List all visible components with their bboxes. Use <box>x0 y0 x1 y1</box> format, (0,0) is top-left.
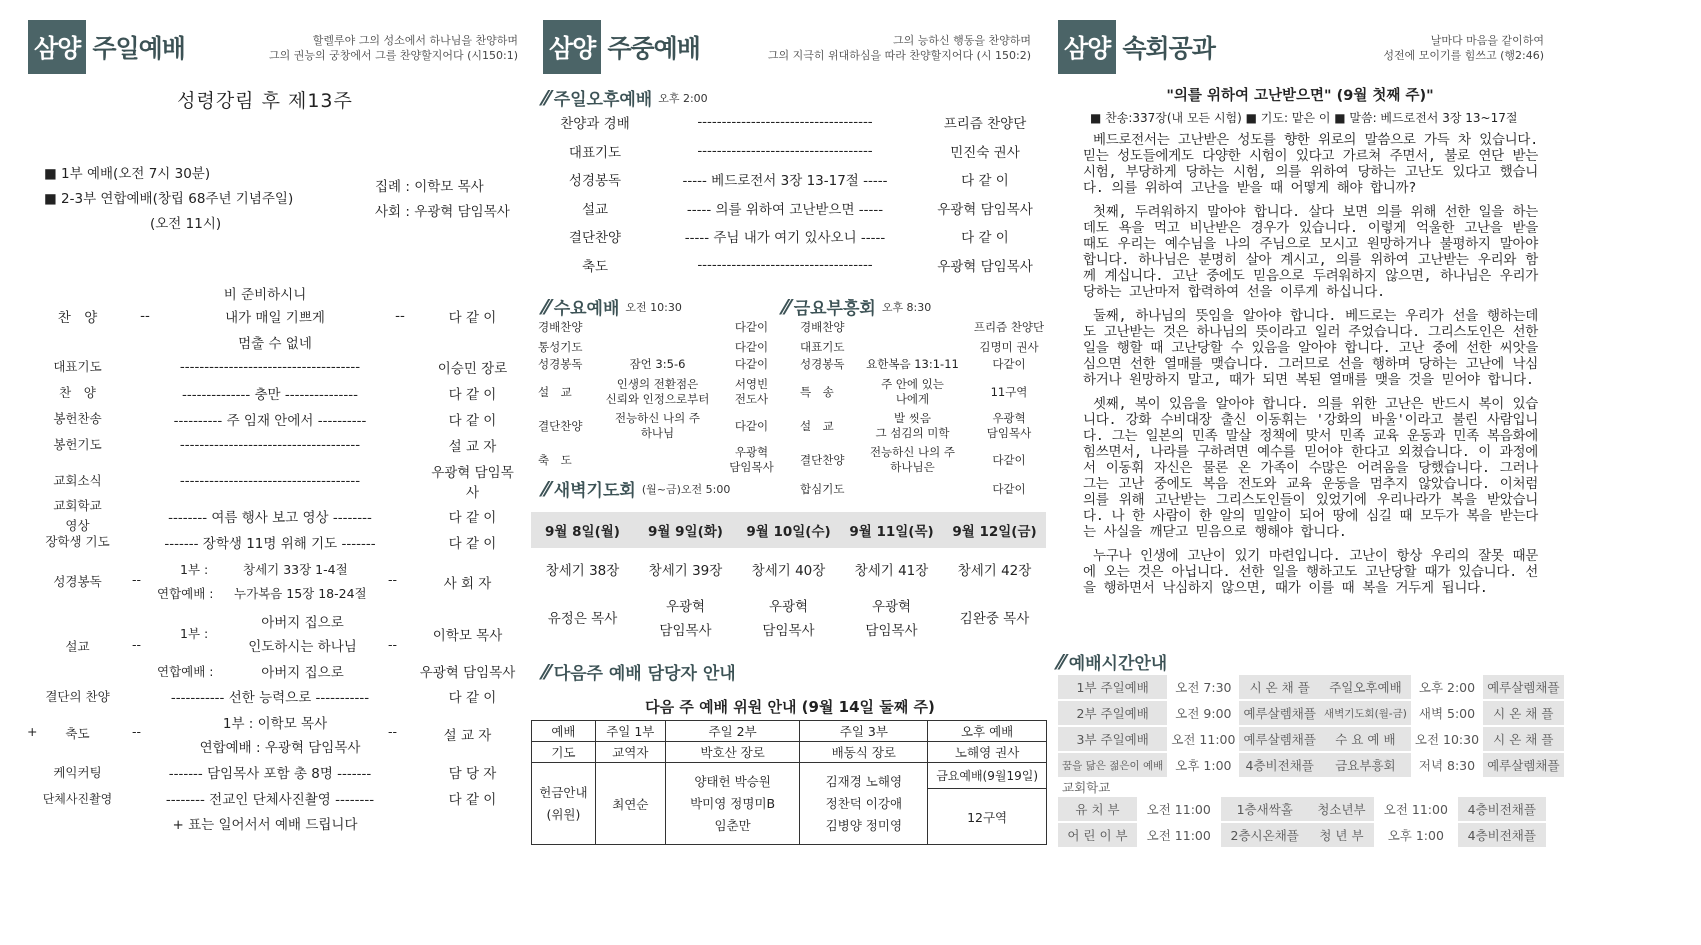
sunday-pm-row <box>545 226 1045 246</box>
service-2-time: (오전 11시) <box>150 216 222 232</box>
table-cell: 시 온 채 플 <box>1483 700 1563 726</box>
sunday-pm-title: ⁄⁄ 주일오후예배 오후 2:00 <box>543 85 708 110</box>
order-person: 다 같 이 <box>448 387 497 403</box>
order-row <box>40 461 520 501</box>
officiant: 집례 : 이학모 목사 <box>375 179 484 195</box>
row-person: 프리즘 찬양단 <box>943 116 1027 132</box>
table-cell: 새벽 5:00 <box>1411 700 1483 726</box>
slash-icon: ⁄⁄ <box>1058 649 1065 674</box>
scripture-2a: 연합예배 : <box>157 586 214 601</box>
lesson-paragraph: 베드로전서는 고난받은 성도를 향한 위로의 말씀으로 가득 차 있습니다. 믿는 성도들에게도 다양한 시험이 있다고 가르쳐 주면서, 불로 연단 받는 시험, 부당하게 당하는 시험, 의를 위하여 당하는 고난도 있다고 했습니다. 의를 위하여 고난을 받을 때 어떻게 해야 합니까? <box>1083 132 1538 196</box>
order-photo: 단체사진촬영 -------- 전교인 단체사진촬영 -------- 다 같 이 <box>42 791 497 808</box>
row-content: ----- 주님 내가 여기 있사오니 ----- <box>684 230 886 246</box>
order-row <box>40 409 520 429</box>
row-person: 다같이 <box>734 320 769 334</box>
lesson-meta: ■ 찬송:337장(내 모든 시험) ■ 기도: 맡은 이 ■ 말씀: 베드로전서 3장 13~17절 <box>1090 111 1518 125</box>
row-label: 결단찬양 <box>800 452 845 467</box>
header-verse: 날마다 마음을 같이하여 성전에 모이기를 힘쓰고 (행2:46) <box>1383 34 1544 62</box>
row-person: 다같이 <box>734 418 769 433</box>
table-cell: 시 온 채 플 <box>1483 726 1563 752</box>
dawn-leader: 김완중 목사 <box>959 611 1030 627</box>
fri-row <box>800 377 1048 407</box>
row-person: 서영빈 전도사 <box>734 377 769 406</box>
row-person: 11구역 <box>990 384 1028 399</box>
table-cell: 꿈을 닮은 젊은이 예배 <box>1058 752 1167 778</box>
fri-title: ⁄⁄ 금요부흥회 오후 8:30 <box>783 294 932 319</box>
brand-logo: 삼양 <box>1058 20 1116 74</box>
row-person: 다같이 <box>734 340 769 354</box>
lesson-paragraph: 둘째, 하나님의 뜻임을 알아야 합니다. 베드로는 우리가 선을 행하는데도 고난받는 것은 하나님의 뜻이라고 일러 주었습니다. 그리스도인은 선한 일을 행할 때 고난당할 수 있음을 알아야 합니다. 고난 중에 선한 씨앗을 심으면 선한 열매를 맺습니다. 그러므로 선을 행하며 당하는 고난에 낙심하거나 원망하지 말고, 때가 되면 복된 열매를 맺을 것을 믿어야 합니다. <box>1083 308 1538 388</box>
order-content: ------------------------------------- <box>179 359 361 375</box>
dawn-leader: 우광혁 담임목사 <box>865 599 918 639</box>
fri-row <box>800 357 1048 372</box>
row-label: 설교 <box>581 201 609 218</box>
order-row <box>40 383 520 403</box>
table-cell: 청소년부 <box>1309 797 1374 822</box>
table-cell: 오후 1:00 <box>1374 822 1458 848</box>
row-content: ------------------------------------ <box>697 256 873 273</box>
scripture-who: 사 회 자 <box>443 576 492 592</box>
brand-logo: 삼양 <box>543 20 601 74</box>
table-cell: 저녁 8:30 <box>1411 752 1483 778</box>
service-2: ■ 2-3부 연합예배(창립 68주년 기념주일) <box>44 191 294 207</box>
table-row <box>1058 675 1564 700</box>
order-label: 교회학교 영상 <box>53 498 102 533</box>
table-cell: 오전 11:00 <box>1167 726 1239 752</box>
wed-row <box>538 377 778 407</box>
table-cell: 주일오후예배 <box>1320 675 1411 700</box>
sunday-pm-row <box>545 141 1045 161</box>
table-row: 기도 교역자 박호산 장로 배동식 장로 노해영 권사 <box>532 742 1047 763</box>
fri-row <box>800 411 1048 441</box>
table-row <box>1058 797 1546 822</box>
row-label: 합심기도 <box>800 482 845 496</box>
fri-row <box>800 320 1048 335</box>
row-label: 경배찬양 <box>538 320 583 334</box>
table-row <box>1058 752 1564 778</box>
header-lesson <box>1058 22 1215 72</box>
table-row: 예배 주일 1부 주일 2부 주일 3부 오후 예배 <box>532 721 1047 742</box>
order-person: 다 같 이 <box>448 413 497 429</box>
dawn-day: 9월 8일(월) <box>545 524 620 540</box>
sermon-2b: 아버지 집으로 <box>261 665 344 681</box>
order-content: ---------- 주 임재 안에서 ---------- <box>173 413 367 429</box>
order-label: 찬 양 <box>57 310 98 326</box>
order-person: 이승민 장로 <box>437 361 508 377</box>
dawn-text: 창세기 42장 <box>957 563 1032 579</box>
table-cell: 오전 9:00 <box>1167 700 1239 726</box>
dawn-title: ⁄⁄ 새벽기도회 (월~금)오전 5:00 <box>543 476 731 501</box>
row-content: 전능하신 나의 주 하나님 <box>614 411 701 440</box>
table-cell: 오전 11:00 <box>1374 797 1458 822</box>
row-person: 우광혁 담임목사 <box>937 258 1033 275</box>
table-cell: 4층비전채플 <box>1458 797 1546 822</box>
table-cell: 수 요 예 배 <box>1320 726 1411 752</box>
lesson-paragraph: 셋째, 복이 있음을 알아야 합니다. 의를 위한 고난은 반드시 복이 있습니다. 강화 수비대장 출신 이동휘는 '강화의 바울'이라고 불린 사람입니다. 그는 일본의 민족 말살 정책에 맞서 민족 교육 운동과 민족 복음화에 힘쓰면서, 나라를 구하려면 예수를 믿어야 한다고 외쳤습니다. 이 과정에서 이동휘 자신은 물론 온 가족이 수많은 어려움을 당했습니다. 그러나 그는 고난 중에도 복음 전도와 교육 운동을 멈추지 않았습니다. 이처럼 의를 위해 고난받는 그리스도인들이 있었기에 우리나라가 복을 받았습니다. 나 한 사람이 한 알의 밀알이 되어 땅에 심길 때 모두가 복을 받는다는 사실을 깨닫고 믿음으로 행해야 합니다. <box>1083 396 1538 540</box>
header-verse: 할렐루야 그의 성소에서 하나님을 찬양하며 그의 권능의 궁창에서 그를 찬양할지어다 (시150:1) <box>268 34 518 62</box>
sermon-label: 설교 <box>65 639 90 654</box>
order-person: 다 같 이 <box>448 536 497 552</box>
scripture-1a: 1부 : <box>180 562 209 577</box>
dawn-day: 9월 12일(금) <box>952 524 1037 540</box>
header-title: 주중예배 <box>607 34 700 63</box>
row-label: 특 송 <box>800 384 834 399</box>
header-weekday <box>543 22 700 72</box>
service-1: ■ 1부 예배(오전 7시 30분) <box>44 166 211 182</box>
row-label: 설 교 <box>800 418 834 433</box>
order-content: ------------------------------------- <box>179 473 361 489</box>
schedule-table <box>1058 675 1564 779</box>
standing-note: + 표는 일어서서 예배 드립니다 <box>172 817 358 833</box>
row-person: 김명미 권사 <box>979 340 1039 354</box>
school-table <box>1058 797 1546 849</box>
next-week-title: ⁄⁄ 다음주 예배 담당자 안내 <box>543 659 736 684</box>
table-cell: 1층새싹홀 <box>1221 797 1309 822</box>
wed-row <box>538 340 778 355</box>
row-label: 설 교 <box>538 384 572 399</box>
row-person: 우광혁 담임목사 <box>937 201 1033 218</box>
dawn-day: 9월 11일(목) <box>849 524 934 540</box>
header-sunday <box>28 22 185 72</box>
dawn-leader: 유정은 목사 <box>547 611 618 627</box>
table-cell: 1부 주일예배 <box>1058 675 1167 700</box>
dawn-day: 9월 10일(수) <box>746 524 831 540</box>
brand-logo: 삼양 <box>28 20 86 74</box>
order-content: -------------- 충만 --------------- <box>182 387 358 403</box>
row-content: 잠언 3:5-6 <box>629 357 686 371</box>
table-cell: 예루살렘채플 <box>1239 700 1319 726</box>
header-title: 속회공과 <box>1122 34 1215 63</box>
dawn-day: 9월 9일(화) <box>648 524 723 540</box>
slash-icon: ⁄⁄ <box>543 659 550 684</box>
header-verse: 그의 능하신 행동을 찬양하며 그의 지극히 위대하심을 따라 찬양할지어다 (시 150:2) <box>767 34 1031 62</box>
row-label: 결단찬양 <box>538 418 583 433</box>
sermon-who-1: 이학모 목사 <box>432 628 503 644</box>
table-cell: 오전 11:00 <box>1137 797 1221 822</box>
row-content: 주 안에 있는 나에게 <box>881 377 944 406</box>
schedule-title: ⁄⁄ 예배시간안내 <box>1058 649 1168 674</box>
row-label: 축도 <box>581 258 609 275</box>
presider: 사회 : 우광혁 담임목사 <box>375 204 510 220</box>
lesson-title: "의를 위하여 고난받으면" (9월 첫째 주)" <box>1166 88 1434 104</box>
sermon-1a: 1부 : <box>180 626 209 641</box>
row-person: 민진숙 권사 <box>950 144 1020 161</box>
lesson-paragraph: 첫째, 두려워하지 말아야 합니다. 살다 보면 의를 위해 선한 일을 하는데도 욕을 먹고 비난받은 경우가 있습니다. 이렇게 억울한 고난을 받을 때도 우리는 예수님을 나의 주님으로 모시고 원망하거나 불평하지 말아야 합니다. 하나님은 분명히 살아 계시고, 의를 위하여 고난받는 우리와 함께 계십니다. 고난 중에도 믿음으로 두려워하지 않으면, 하나님은 우리가 당하는 고난마저 합력하여 선을 이루게 하십니다. <box>1083 204 1538 300</box>
row-label: 성경봉독 <box>568 173 622 189</box>
row-label: 통성기도 <box>538 340 583 354</box>
blessing-plus: + <box>27 724 38 739</box>
row-label: 성경봉독 <box>538 357 583 371</box>
table-cell: 예루살렘채플 <box>1239 726 1319 752</box>
order-content: ------------------------------------- <box>179 437 361 453</box>
row-label: 축 도 <box>538 452 572 467</box>
row-person: 다 같 이 <box>961 173 1009 189</box>
table-row: 12구역 <box>532 789 1047 845</box>
next-week-table <box>531 720 1047 845</box>
header-title: 주일예배 <box>92 34 185 63</box>
table-cell: 새벽기도회(월-금) <box>1320 700 1411 726</box>
row-content: 발 씻음 그 섬김의 미학 <box>875 411 950 440</box>
table-cell: 2부 주일예배 <box>1058 700 1167 726</box>
table-cell: 2층시온채플 <box>1221 822 1309 848</box>
order-row <box>40 532 520 552</box>
sermon-2a: 연합예배 : <box>157 664 214 679</box>
table-cell: 4층비전채플 <box>1239 752 1319 778</box>
row-label: 경배찬양 <box>800 320 845 334</box>
wed-row <box>538 411 778 441</box>
row-content: ------------------------------------ <box>697 114 873 130</box>
table-cell: 금요부흥회 <box>1320 752 1411 778</box>
order-person: 우광혁 담임목사 <box>431 465 514 501</box>
row-label: 대표기도 <box>800 340 845 354</box>
table-row <box>1058 726 1564 752</box>
scripture-label: 성경봉독 <box>53 574 102 589</box>
row-label: 결단찬양 <box>568 230 622 246</box>
row-label: 대표기도 <box>568 144 622 161</box>
row-person: 다같이 <box>992 357 1026 371</box>
table-row: 헌금안내 (위원) 최연순 양태헌 박승원 박미영 정명미B 임춘만 김재경 노해영 정찬덕 이강애 김병양 정미영 금요예배(9월19일) <box>532 763 1047 789</box>
table-cell: 청 년 부 <box>1309 822 1374 848</box>
row-person: 다같이 <box>734 357 769 371</box>
school-title: 교회학교 <box>1062 780 1111 795</box>
sermon-1b: 아버지 집으로 <box>261 615 344 631</box>
order-person: 다 같 이 <box>448 510 497 526</box>
row-content: 인생의 전환점은 신뢰와 인정으로부터 <box>605 377 710 406</box>
fri-row <box>800 482 1048 497</box>
order-label: 교회소식 <box>53 473 102 488</box>
table-cell: 어 린 이 부 <box>1058 822 1137 848</box>
fri-row <box>800 340 1048 355</box>
row-label: 찬양과 경배 <box>560 116 630 132</box>
order-label: 찬 양 <box>59 385 96 400</box>
order-person: 설 교 자 <box>448 439 497 455</box>
table-cell: 예루살렘채플 <box>1483 752 1563 778</box>
order-row <box>40 435 520 455</box>
row-person: 우광혁 담임목사 <box>986 411 1032 440</box>
table-cell: 4층비전채플 <box>1458 822 1546 848</box>
row-label: 성경봉독 <box>800 357 845 371</box>
order-praise-2: 멈출 수 없네 <box>238 336 312 352</box>
order-row <box>40 357 520 377</box>
wed-row <box>538 357 778 372</box>
row-person: 프리즘 찬양단 <box>973 320 1045 334</box>
sunday-pm-row <box>545 255 1045 275</box>
sermon-1c: 인도하시는 하나님 <box>248 639 357 655</box>
table-cell: 3부 주일예배 <box>1058 726 1167 752</box>
order-praise: 찬 양 -- 내가 매일 기쁘게 -- 다 같 이 <box>40 306 520 326</box>
row-content: 전능하신 나의 주 하나님은 <box>869 445 956 474</box>
wed-row <box>538 445 778 475</box>
order-label: 봉헌찬송 <box>53 411 102 426</box>
table-cell: 오전 10:30 <box>1411 726 1483 752</box>
order-row <box>40 496 520 536</box>
table-cell: 오전 7:30 <box>1167 675 1239 700</box>
blessing-1: 1부 : 이학모 목사 <box>222 716 328 732</box>
order-content: ------- 장학생 11명 위해 기도 ------- <box>164 536 376 552</box>
blessing-label: 축도 <box>65 726 90 741</box>
table-cell: 예루살렘채플 <box>1483 675 1563 700</box>
dawn-text: 창세기 41장 <box>854 563 929 579</box>
order-content: -------- 여름 행사 보고 영상 -------- <box>168 510 372 526</box>
row-person: 다 같 이 <box>961 230 1009 246</box>
sunday-pm-row <box>545 112 1045 132</box>
table-row <box>1058 822 1546 848</box>
slash-icon: ⁄⁄ <box>783 294 790 319</box>
fri-row <box>800 445 1048 475</box>
order-label: 장학생 기도 <box>45 534 110 549</box>
order-cake: 케익커팅 ------- 담임목사 포함 총 8명 ------- 담 당 자 <box>53 765 497 782</box>
dawn-text: 창세기 40장 <box>751 563 826 579</box>
table-cell: 오후 2:00 <box>1411 675 1483 700</box>
wed-row <box>538 320 778 335</box>
wed-title: ⁄⁄ 수요예배 오전 10:30 <box>543 294 682 319</box>
row-content: 요한복음 13:1-11 <box>866 357 959 371</box>
prepare-line: 비 준비하시니 <box>223 287 307 303</box>
row-person: 다같이 <box>992 482 1026 496</box>
lesson-paragraph: 누구나 인생에 고난이 있기 마련입니다. 고난이 항상 우리의 잘못 때문에 오는 것은 아닙니다. 선한 일을 행하고도 고난당할 때가 있습니다. 선을 행하면서 낙심하지 않으면, 때가 이를 때 복을 거두게 됩니다. <box>1083 548 1538 596</box>
row-person: 우광혁 담임목사 <box>729 445 774 474</box>
slash-icon: ⁄⁄ <box>543 294 550 319</box>
table-row <box>1058 700 1564 726</box>
order-closing: 결단의 찬양 ----------- 선한 능력으로 ----------- 다 같 이 <box>45 689 497 706</box>
row-content: ------------------------------------ <box>697 142 873 159</box>
table-cell: 유 치 부 <box>1058 797 1137 822</box>
next-week-subtitle: 다음 주 예배 위원 안내 (9월 14일 둘째 주) <box>645 698 935 716</box>
dawn-leader: 우광혁 담임목사 <box>762 599 815 639</box>
scripture-2b: 누가복음 15장 18-24절 <box>234 586 367 601</box>
sermon-who-2: 우광혁 담임목사 <box>419 665 516 681</box>
row-content: ----- 베드로전서 3장 13-17절 ----- <box>682 173 888 189</box>
order-label: 대표기도 <box>53 359 102 374</box>
blessing-who: 설 교 자 <box>443 728 492 744</box>
scripture-1b: 창세기 33장 1-4절 <box>243 562 348 577</box>
row-content: ----- 의를 위하여 고난받으면 ----- <box>686 201 884 218</box>
table-cell: 오전 11:00 <box>1137 822 1221 848</box>
sunday-pm-row <box>545 198 1045 218</box>
dawn-text: 창세기 39장 <box>648 563 723 579</box>
slash-icon: ⁄⁄ <box>543 476 550 501</box>
dawn-text: 창세기 38장 <box>545 563 620 579</box>
row-person: 다같이 <box>992 452 1026 467</box>
dawn-leader: 우광혁 담임목사 <box>659 599 712 639</box>
table-cell: 오후 1:00 <box>1167 752 1239 778</box>
table-cell: 시 온 채 플 <box>1239 675 1319 700</box>
slash-icon: ⁄⁄ <box>543 85 550 110</box>
sunday-pm-row <box>545 169 1045 189</box>
lesson-body <box>1083 132 1538 604</box>
week-title: 성령강림 후 제13주 <box>177 90 353 112</box>
order-label: 봉헌기도 <box>53 437 102 452</box>
blessing-2: 연합예배 : 우광혁 담임목사 <box>199 740 361 756</box>
